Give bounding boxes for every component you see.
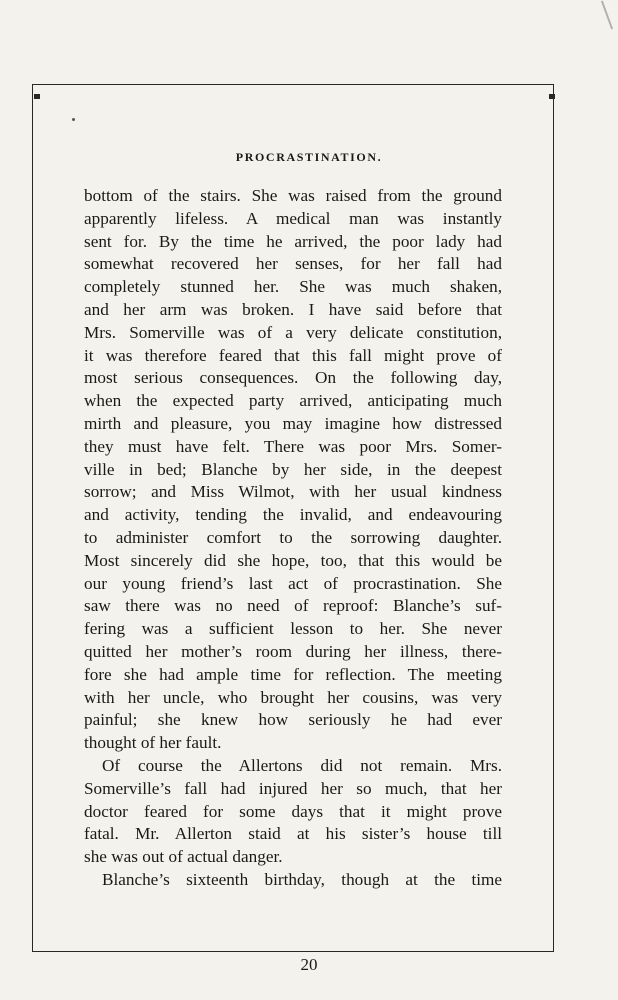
text-line: our young friend’s last act of procrastination. She: [84, 573, 502, 593]
text-line: and activity, tending the invalid, and endeavouring: [84, 505, 502, 525]
frame-tick-left: [34, 94, 40, 99]
text-line: and her arm was broken. I have said before that: [84, 299, 502, 319]
text-line: sorrow; and Miss Wilmot, with her usual kindness: [84, 482, 502, 502]
text-line: fore she had ample time for reflection. The meeting: [84, 664, 502, 684]
text-line: when the expected party arrived, anticipating much: [84, 391, 502, 411]
text-line: they must have felt. There was poor Mrs. Somer-: [84, 436, 502, 456]
text-line: bottom of the stairs. She was raised from the ground: [84, 186, 502, 205]
text-line: Blanche’s sixteenth birthday, though at the time: [102, 869, 502, 889]
text-line: with her uncle, who brought her cousins, was very: [84, 687, 502, 707]
text-line: mirth and pleasure, you may imagine how distressed: [84, 413, 502, 433]
text-line: fatal. Mr. Allerton staid at his sister’s house till: [84, 824, 502, 844]
page-number: 20: [300, 955, 318, 974]
text-line: to administer comfort to the sorrowing daughter.: [84, 527, 502, 547]
text-line: quitted her mother’s room during her illness, there-: [84, 641, 502, 661]
text-line: Most sincerely did she hope, too, that this would be: [84, 550, 502, 570]
running-head: PROCRASTINATION.: [235, 150, 383, 164]
text-line: apparently lifeless. A medical man was instantly: [84, 208, 502, 228]
text-line: somewhat recovered her senses, for her fall had: [84, 254, 502, 274]
text-line: fering was a sufficient lesson to her. She never: [84, 619, 502, 639]
text-line: saw there was no need of reproof: Blanche’s suf-: [84, 596, 502, 616]
text-line: doctor feared for some days that it might prove: [84, 801, 502, 821]
frame-tick-right: [549, 94, 555, 99]
text-line: painful; she knew how seriously he had ever: [84, 710, 502, 730]
text-line: most serious consequences. On the following day,: [84, 368, 502, 388]
text-line: she was out of actual danger.: [84, 847, 283, 867]
text-line: Of course the Allertons did not remain. Mrs.: [102, 755, 502, 775]
text-line: ville in bed; Blanche by her side, in the deepest: [84, 459, 502, 479]
text-line: completely stunned her. She was much shaken,: [84, 277, 502, 297]
text-line: sent for. By the time he arrived, the poor lady had: [84, 231, 502, 251]
ink-dot-mark: [72, 118, 75, 121]
body-text: [84, 185, 502, 892]
text-line: thought of her fault.: [84, 733, 222, 753]
text-line: Somerville’s fall had injured her so much, that her: [84, 778, 502, 798]
text-line: it was therefore feared that this fall might prove of: [84, 345, 502, 365]
text-line: Mrs. Somerville was of a very delicate constitution,: [84, 322, 502, 342]
paper-scratch-mark: [601, 1, 613, 30]
